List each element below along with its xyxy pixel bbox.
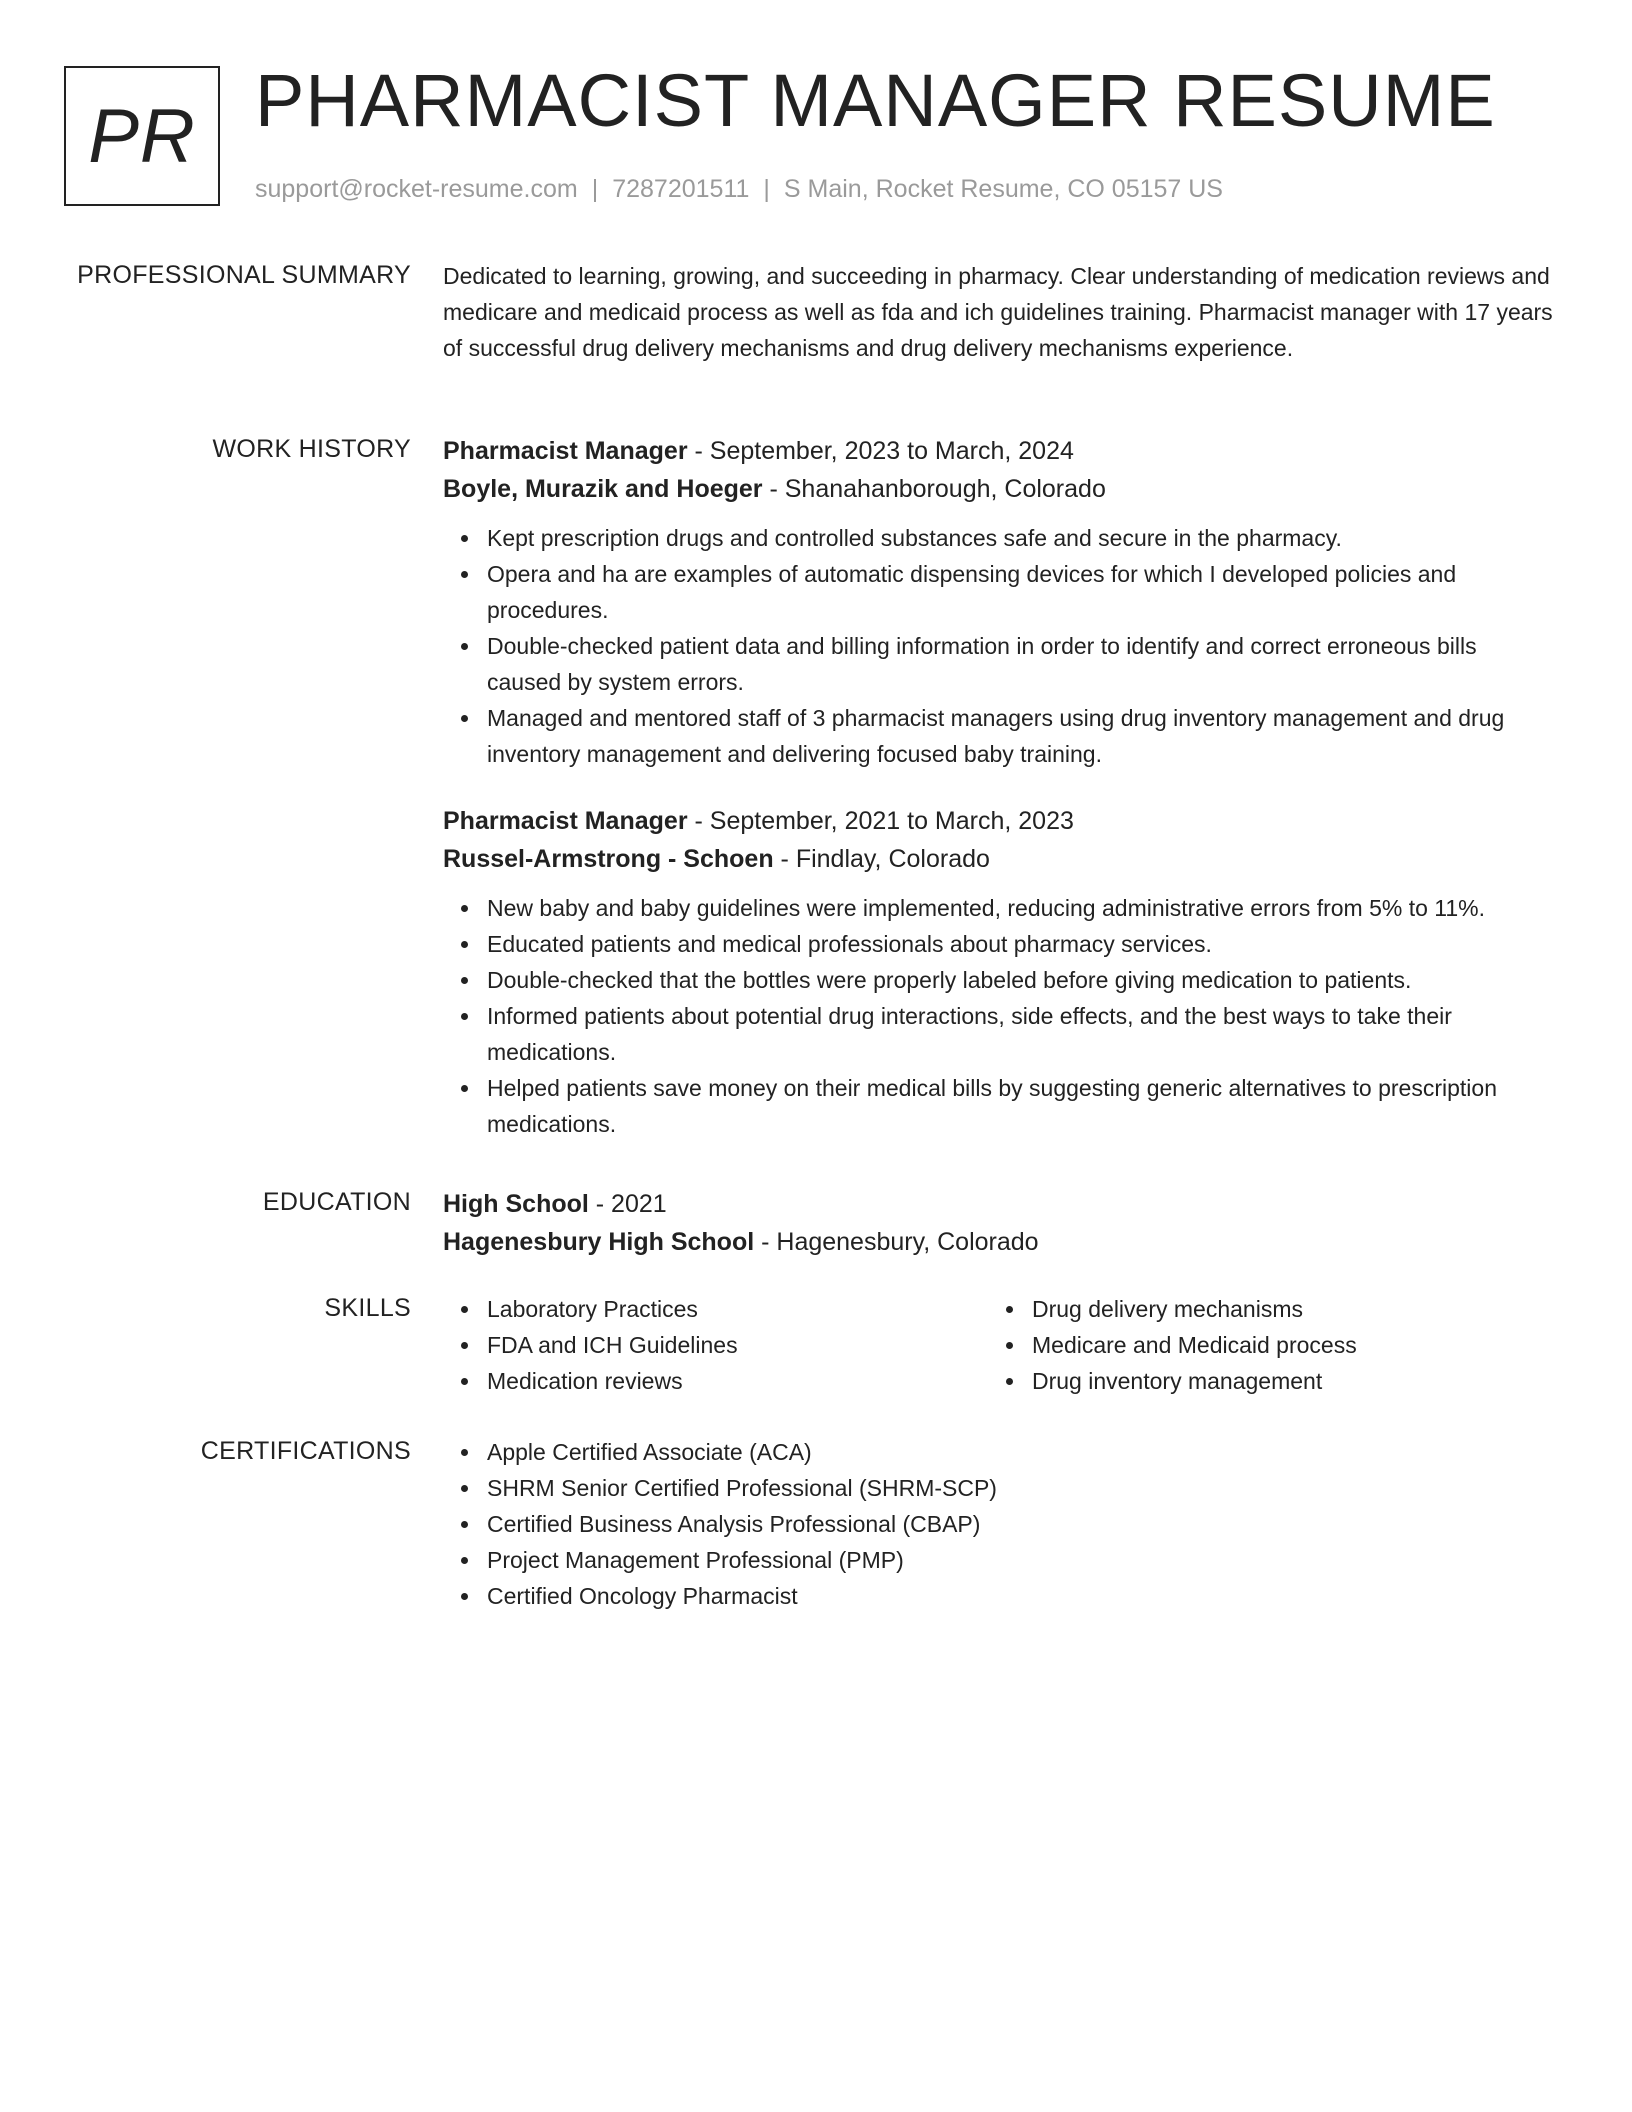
- list-item: Medicare and Medicaid process: [1032, 1327, 1533, 1363]
- list-item: Certified Oncology Pharmacist: [487, 1578, 1553, 1614]
- job-title-line: [443, 432, 1553, 470]
- section-body: [443, 432, 1553, 1142]
- job-title: Pharmacist Manager: [443, 807, 688, 835]
- job-bullets: [443, 890, 1553, 1142]
- contact-phone: 7287201511: [612, 175, 750, 203]
- list-item: Informed patients about potential drug interactions, side effects, and the best ways to take their medications.: [487, 998, 1553, 1070]
- certifications-list: [443, 1434, 1553, 1614]
- job-location: - Findlay, Colorado: [773, 845, 990, 873]
- list-item: Medication reviews: [487, 1363, 988, 1399]
- contact-separator: |: [763, 175, 770, 203]
- contact-separator: |: [591, 175, 599, 203]
- section-body: [443, 1185, 1553, 1261]
- list-item: Drug delivery mechanisms: [1032, 1291, 1533, 1327]
- list-item: Opera and ha are examples of automatic dispensing devices for which I developed policies and procedures.: [487, 556, 1553, 628]
- education-school: Hagenesbury High School: [443, 1228, 755, 1256]
- contact-address: S Main, Rocket Resume, CO 05157 US: [783, 175, 1223, 203]
- job-title-line: [443, 802, 1553, 840]
- education-school-line: [443, 1223, 1553, 1261]
- job-company-line: [443, 840, 1553, 878]
- education-year: - 2021: [588, 1190, 667, 1218]
- contact-line: [255, 172, 1223, 206]
- resume-title: PHARMACIST MANAGER RESUME: [255, 59, 1496, 142]
- monogram-badge: PR: [64, 66, 220, 206]
- job-company: Russel-Armstrong - Schoen: [443, 845, 774, 873]
- list-item: New baby and baby guidelines were implemented, reducing administrative errors from 5% to 11%.: [487, 890, 1553, 926]
- job-location: - Shanahanborough, Colorado: [762, 475, 1106, 503]
- list-item: Educated patients and medical professionals about pharmacy services.: [487, 926, 1553, 962]
- list-item: Double-checked patient data and billing information in order to identify and correct erroneous bills caused by system errors.: [487, 628, 1553, 700]
- contact-email: support@rocket-resume.com: [255, 175, 578, 203]
- skills-grid: [443, 1291, 1553, 1399]
- summary-text: Dedicated to learning, growing, and succeeding in pharmacy. Clear understanding of medication reviews and medicare and medicaid process as well as fda and ich guidelines training. Pharmacist manager with 17 years of successful drug delivery mechanisms and drug delivery mechanisms experience.: [443, 263, 1553, 361]
- list-item: Laboratory Practices: [487, 1291, 988, 1327]
- section-label: SKILLS: [324, 1294, 411, 1322]
- section-label: WORK HISTORY: [212, 435, 411, 463]
- list-item: Kept prescription drugs and controlled substances safe and secure in the pharmacy.: [487, 520, 1553, 556]
- list-item: FDA and ICH Guidelines: [487, 1327, 988, 1363]
- list-item: Apple Certified Associate (ACA): [487, 1434, 1553, 1470]
- job-bullets: [443, 520, 1553, 772]
- list-item: SHRM Senior Certified Professional (SHRM-SCP): [487, 1470, 1553, 1506]
- section-label: CERTIFICATIONS: [200, 1437, 411, 1465]
- education-degree-line: [443, 1185, 1553, 1223]
- job-dates: - September, 2023 to March, 2024: [687, 437, 1074, 465]
- list-item: Managed and mentored staff of 3 pharmacist managers using drug inventory management and drug inventory management and delivering focused baby training.: [487, 700, 1553, 772]
- list-item: Helped patients save money on their medical bills by suggesting generic alternatives to prescription medications.: [487, 1070, 1553, 1142]
- skills-column-right: [988, 1291, 1533, 1399]
- skills-column-left: [443, 1291, 988, 1399]
- job-entry: [443, 802, 1553, 1142]
- education-location: - Hagenesbury, Colorado: [754, 1228, 1039, 1256]
- job-company: Boyle, Murazik and Hoeger: [443, 475, 763, 503]
- list-item: Double-checked that the bottles were properly labeled before giving medication to patients.: [487, 962, 1553, 998]
- job-company-line: [443, 470, 1553, 508]
- section-body: [443, 1434, 1553, 1614]
- section-body: [443, 1291, 1553, 1399]
- section-label: PROFESSIONAL SUMMARY: [77, 261, 411, 289]
- section-label: EDUCATION: [262, 1188, 411, 1216]
- job-title: Pharmacist Manager: [443, 437, 688, 465]
- job-dates: - September, 2021 to March, 2023: [687, 807, 1074, 835]
- list-item: Drug inventory management: [1032, 1363, 1533, 1399]
- section-body: [443, 258, 1553, 366]
- list-item: Certified Business Analysis Professional (CBAP): [487, 1506, 1553, 1542]
- list-item: Project Management Professional (PMP): [487, 1542, 1553, 1578]
- job-entry: [443, 432, 1553, 772]
- education-degree: High School: [443, 1190, 589, 1218]
